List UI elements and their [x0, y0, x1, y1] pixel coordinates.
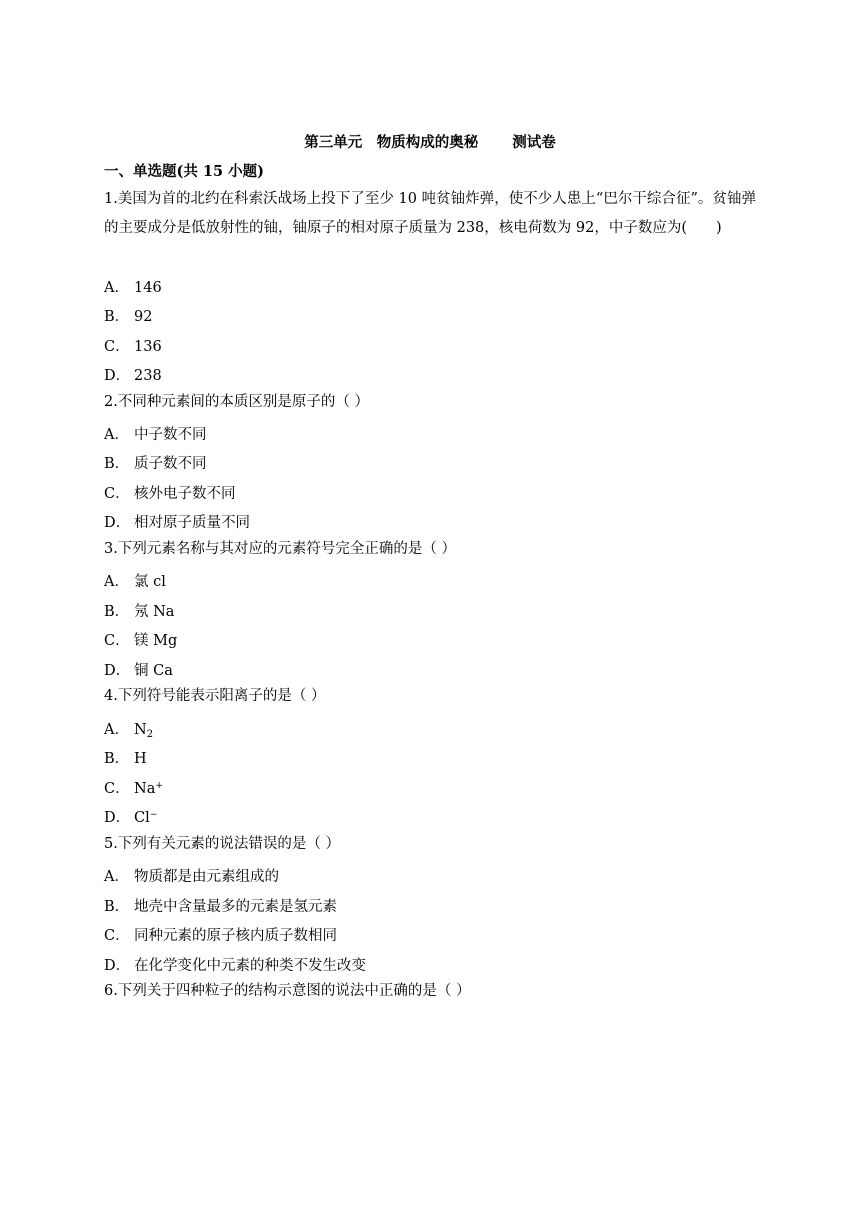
option-text: 同种元素的原子核内质子数相同 — [134, 928, 337, 944]
option-text: 92 — [134, 309, 153, 325]
option-text: 氯 cl — [134, 574, 166, 590]
question-2-option-a — [104, 423, 207, 444]
option-text: 238 — [134, 368, 162, 384]
question-4-option-d — [104, 806, 157, 827]
option-letter: C． — [104, 486, 130, 502]
option-text: Na — [134, 781, 156, 797]
question-1-option-d — [104, 364, 162, 385]
question-2-option-c — [104, 482, 236, 503]
question-2-option-d — [104, 511, 250, 532]
question-2-option-b — [104, 452, 207, 473]
question-3-stem: 3.下列元素名称与其对应的元素符号完全正确的是（ ） — [104, 541, 456, 557]
option-letter: A． — [104, 280, 129, 296]
option-text: 镁 Mg — [134, 633, 178, 649]
question-1-option-a — [104, 276, 162, 297]
option-text: H — [134, 751, 147, 767]
question-5-option-c — [104, 924, 337, 945]
option-text: 物质都是由元素组成的 — [134, 869, 279, 885]
question-6-stem: 6.下列关于四种粒子的结构示意图的说法中正确的是（ ） — [104, 983, 471, 999]
option-superscript: − — [149, 810, 158, 820]
option-letter: D． — [104, 368, 131, 384]
option-text: Cl — [134, 810, 150, 826]
question-5-option-b — [104, 895, 337, 916]
question-1-option-c — [104, 335, 162, 356]
question-3-option-d — [104, 659, 173, 680]
option-letter: A． — [104, 869, 129, 885]
question-5-stem: 5.下列有关元素的说法错误的是（ ） — [104, 836, 340, 852]
question-3-option-c — [104, 629, 177, 650]
question-1-option-b — [104, 305, 152, 326]
option-letter: D． — [104, 515, 131, 531]
section-heading: 一、单选题(共 15 小题) — [104, 163, 264, 180]
question-1-stem: 1.美国为首的北约在科索沃战场上投下了至少 10 吨贫铀炸弹，使不少人患上“巴尔干综合征”。贫铀弹的主要成分是低放射性的铀，铀原子的相对原子质量为 238，核电荷数为 92，中子数应为( ) — [104, 191, 756, 236]
document-title: 第三单元 物质构成的奥秘 测试卷 — [304, 134, 556, 151]
option-text: 中子数不同 — [134, 427, 207, 443]
option-letter: C． — [104, 633, 130, 649]
question-4-option-b — [104, 747, 147, 768]
question-5-option-a — [104, 865, 279, 886]
question-5-option-d — [104, 954, 366, 975]
option-letter: C． — [104, 781, 130, 797]
question-4-option-c — [104, 777, 163, 798]
option-text: N — [134, 722, 147, 738]
option-letter: D． — [104, 663, 131, 679]
option-text: 136 — [134, 339, 162, 355]
option-letter: B． — [104, 309, 130, 325]
option-text: 146 — [134, 280, 162, 296]
option-text: 氖 Na — [134, 604, 175, 620]
option-letter: B． — [104, 456, 130, 472]
option-letter: B． — [104, 604, 130, 620]
option-letter: D． — [104, 958, 131, 974]
option-text: 地壳中含量最多的元素是氢元素 — [134, 899, 337, 915]
option-text: 质子数不同 — [134, 456, 207, 472]
option-subscript: 2 — [146, 729, 154, 740]
question-2-stem: 2.不同种元素间的本质区别是原子的（ ） — [104, 394, 369, 410]
question-4-option-a — [104, 718, 153, 740]
option-letter: B． — [104, 751, 130, 767]
option-text: 铜 Ca — [134, 663, 173, 679]
option-letter: C． — [104, 928, 130, 944]
option-text: 在化学变化中元素的种类不发生改变 — [134, 958, 366, 974]
option-text: 相对原子质量不同 — [134, 515, 250, 531]
option-letter: A． — [104, 574, 129, 590]
option-letter: A． — [104, 427, 129, 443]
question-3-option-b — [104, 600, 174, 621]
option-text: 核外电子数不同 — [134, 486, 236, 502]
question-3-option-a — [104, 570, 166, 591]
option-letter: A． — [104, 722, 129, 738]
option-letter: B． — [104, 899, 130, 915]
option-letter: D． — [104, 810, 131, 826]
option-superscript: + — [155, 781, 163, 791]
option-letter: C． — [104, 339, 130, 355]
question-4-stem: 4.下列符号能表示阳离子的是（ ） — [104, 688, 326, 704]
